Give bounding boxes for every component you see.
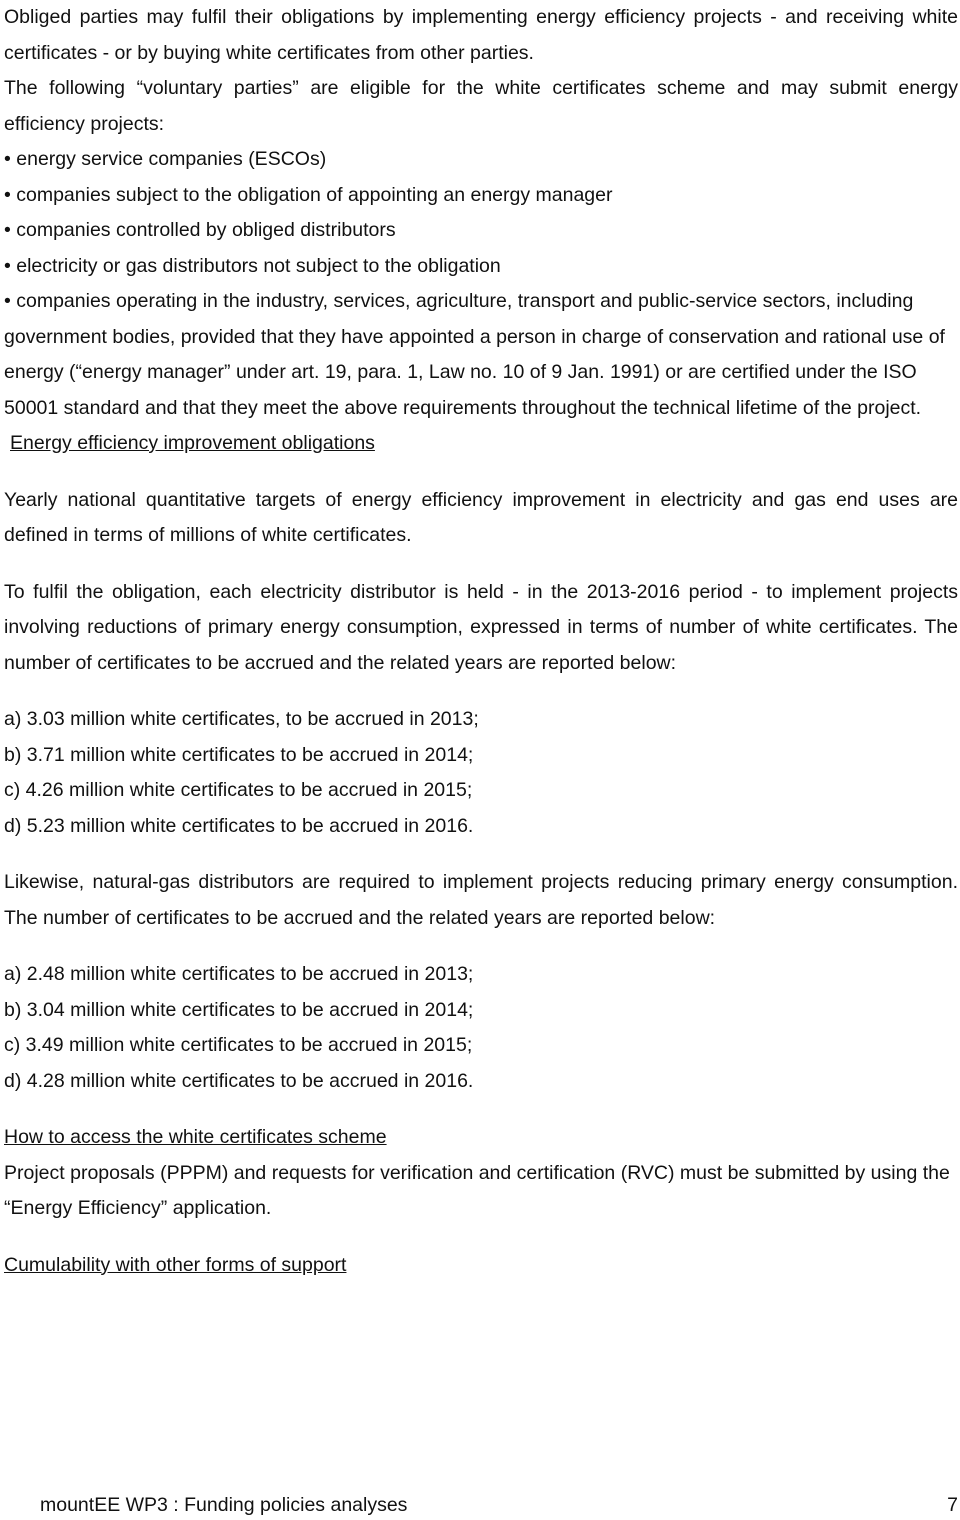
intro-paragraph-voluntary-parties: The following “voluntary parties” are eligible for the white certificates scheme and may submit energy efficiency projects: bbox=[4, 77, 958, 135]
list-item: d) 5.23 million white certificates to be accrued in 2016. bbox=[4, 814, 474, 837]
page-footer bbox=[40, 1490, 958, 1520]
list-item: d) 4.28 million white certificates to be accrued in 2016. bbox=[4, 1069, 474, 1092]
intro-paragraph-obligations: Obliged parties may fulfil their obligations by implementing energy efficiency projects - and receiving white certificates - or by buying white certificates from other parties. bbox=[4, 6, 958, 64]
voluntary-parties-list bbox=[4, 142, 958, 426]
list-item: • companies subject to the obligation of appointing an energy manager bbox=[4, 178, 958, 214]
list-item: • companies operating in the industry, services, agriculture, transport and public-service sectors, including government bodies, provided that they have appointed a person in charge of conservation and rational use of energy (“energy manager” under art. 19, para. 1, Law no. 10 of 9 Jan. 1991) or are certified under the ISO 50001 standard and that they meet the above requirements throughout the technical lifetime of the project. bbox=[4, 284, 958, 426]
list-item: c) 4.26 million white certificates to be accrued in 2015; bbox=[4, 779, 473, 801]
section-heading-access: How to access the white certificates scheme bbox=[4, 1126, 387, 1148]
gas-targets-list bbox=[4, 957, 958, 1099]
footer-title: mountEE WP3 : Funding policies analyses bbox=[40, 1494, 408, 1516]
list-item: c) 3.49 million white certificates to be accrued in 2015; bbox=[4, 1034, 473, 1056]
list-item: a) 2.48 million white certificates to be accrued in 2013; bbox=[4, 963, 474, 985]
section-heading-cumulability: Cumulability with other forms of support bbox=[4, 1253, 347, 1276]
document-page bbox=[4, 0, 958, 1283]
list-item: b) 3.71 million white certificates to be accrued in 2014; bbox=[4, 743, 474, 766]
obligations-paragraph-electricity: To fulfil the obligation, each electricity distributor is held - in the 2013-2016 period - to implement projects involving reductions of primary energy consumption, expressed in terms of number of white certificates. The number of certificates to be accrued and the related years are reported below: bbox=[4, 580, 958, 674]
page-number: 7 bbox=[947, 1494, 958, 1516]
obligations-paragraph-gas: Likewise, natural-gas distributors are required to implement projects reducing primary energy consumption. The number of certificates to be accrued and the related years are reported below: bbox=[4, 871, 958, 929]
electricity-targets-list bbox=[4, 702, 958, 844]
list-item: • electricity or gas distributors not subject to the obligation bbox=[4, 249, 958, 285]
list-item: b) 3.04 million white certificates to be accrued in 2014; bbox=[4, 998, 474, 1021]
list-item: a) 3.03 million white certificates, to be accrued in 2013; bbox=[4, 708, 479, 730]
list-item: • companies controlled by obliged distributors bbox=[4, 213, 958, 249]
obligations-paragraph-targets: Yearly national quantitative targets of energy efficiency improvement in electricity and gas end uses are defined in terms of millions of white certificates. bbox=[4, 488, 958, 546]
access-paragraph: Project proposals (PPPM) and requests for verification and certification (RVC) must be submitted by using the “Energy Efficiency” application. bbox=[4, 1161, 950, 1219]
section-heading-obligations: Energy efficiency improvement obligations bbox=[10, 432, 375, 454]
list-item: • energy service companies (ESCOs) bbox=[4, 142, 958, 178]
